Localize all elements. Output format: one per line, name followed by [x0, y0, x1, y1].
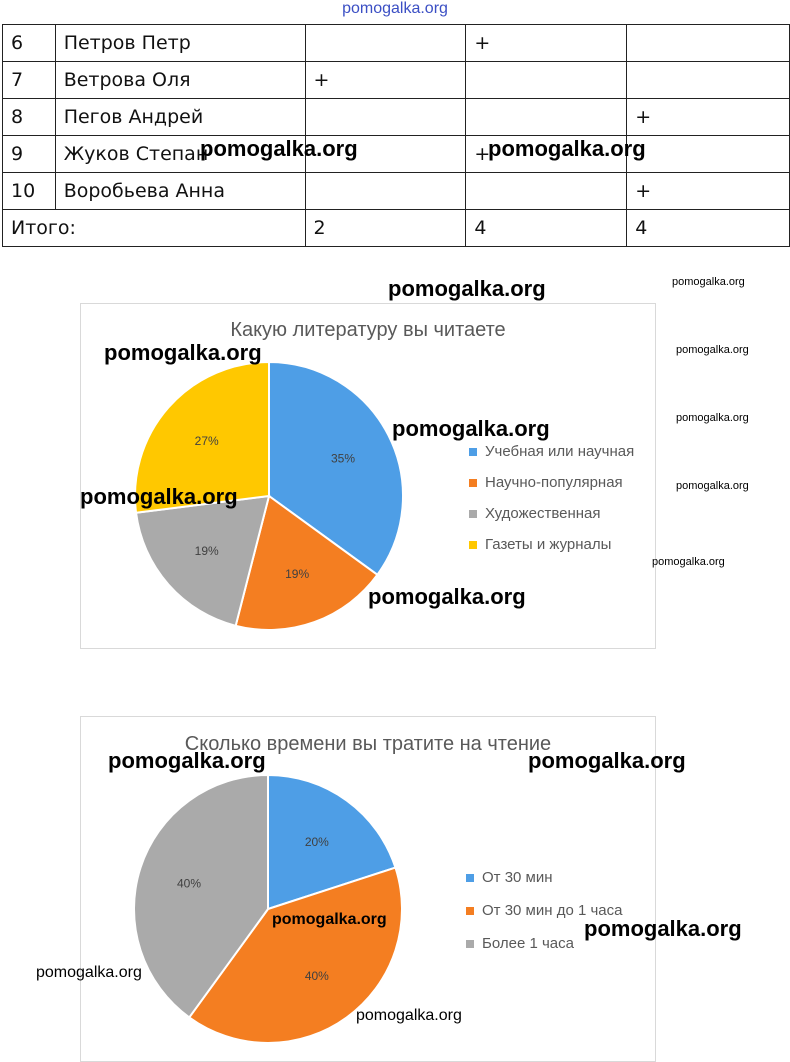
survey-table	[2, 24, 790, 247]
legend-label: Художественная	[485, 505, 601, 522]
answer-cell	[627, 136, 790, 173]
watermark: pomogalka.org	[368, 584, 526, 609]
answer-cell	[305, 25, 466, 62]
legend-swatch	[469, 510, 477, 518]
watermark: pomogalka.org	[388, 276, 546, 301]
top-watermark: pomogalka.org	[342, 0, 448, 17]
student-name-cell: Пегов Андрей	[55, 99, 305, 136]
student-name-cell: Петров Петр	[55, 25, 305, 62]
total-value-cell: 2	[305, 210, 466, 247]
answer-cell: +	[466, 136, 627, 173]
student-name-cell: Воробьева Анна	[55, 173, 305, 210]
watermark: pomogalka.org	[528, 748, 686, 773]
watermark: pomogalka.org	[676, 480, 749, 492]
total-value-cell: 4	[627, 210, 790, 247]
row-number-cell: 10	[3, 173, 56, 210]
watermark: pomogalka.org	[272, 911, 387, 928]
slice-data-label: 27%	[194, 434, 219, 449]
legend-swatch	[466, 874, 474, 882]
table-row	[3, 99, 790, 136]
watermark: pomogalka.org	[584, 916, 742, 941]
watermark: pomogalka.org	[488, 136, 646, 161]
answer-cell: +	[466, 25, 627, 62]
chart-title: Какую литературу вы читаете	[230, 319, 506, 341]
watermark: pomogalka.org	[108, 748, 266, 773]
table-row	[3, 62, 790, 99]
answer-cell	[466, 173, 627, 210]
legend-swatch	[469, 448, 477, 456]
legend-label: Более 1 часа	[482, 935, 574, 952]
legend-label: Научно-популярная	[485, 474, 623, 491]
watermark: pomogalka.org	[392, 416, 550, 441]
watermark: pomogalka.org	[36, 964, 142, 981]
answer-cell	[466, 99, 627, 136]
answer-cell	[627, 62, 790, 99]
watermark: pomogalka.org	[104, 340, 262, 365]
answer-cell	[305, 99, 466, 136]
watermark: pomogalka.org	[676, 344, 749, 356]
table-body	[3, 25, 790, 247]
answer-cell	[627, 25, 790, 62]
row-number-cell: 9	[3, 136, 56, 173]
row-number-cell: 7	[3, 62, 56, 99]
watermark: pomogalka.org	[676, 412, 749, 424]
legend-label: Учебная или научная	[485, 443, 635, 460]
chart-title: Сколько времени вы тратите на чтение	[184, 733, 552, 755]
slice-data-label: 19%	[285, 567, 310, 582]
table-row	[3, 25, 790, 62]
legend-swatch	[469, 541, 477, 549]
legend-label: Газеты и журналы	[485, 536, 612, 553]
student-name-cell: Жуков Степан	[55, 136, 305, 173]
watermark: pomogalka.org	[200, 136, 358, 161]
row-number-cell: 6	[3, 25, 56, 62]
answer-cell: +	[627, 99, 790, 136]
slice-data-label: 19%	[194, 543, 219, 558]
legend-swatch	[466, 907, 474, 915]
legend-swatch	[466, 940, 474, 948]
watermark: pomogalka.org	[652, 556, 725, 568]
answer-cell	[466, 62, 627, 99]
row-number-cell: 8	[3, 99, 56, 136]
legend-label: От 30 мин до 1 часа	[482, 902, 623, 919]
slice-data-label: 20%	[304, 834, 329, 849]
slice-data-label: 40%	[304, 969, 329, 984]
total-value-cell: 4	[466, 210, 627, 247]
table-row	[3, 136, 790, 173]
total-label-cell: Итого:	[3, 210, 306, 247]
slice-data-label: 35%	[331, 451, 356, 466]
watermark: pomogalka.org	[80, 484, 238, 509]
answer-cell	[305, 173, 466, 210]
student-name-cell: Ветрова Оля	[55, 62, 305, 99]
watermark: pomogalka.org	[356, 1007, 462, 1024]
legend-swatch	[469, 479, 477, 487]
slice-data-label: 40%	[176, 876, 202, 891]
legend-label: От 30 мин	[482, 869, 553, 886]
answer-cell: +	[627, 173, 790, 210]
answer-cell: +	[305, 62, 466, 99]
watermark: pomogalka.org	[672, 276, 745, 288]
table-row	[3, 173, 790, 210]
total-row	[3, 210, 790, 247]
